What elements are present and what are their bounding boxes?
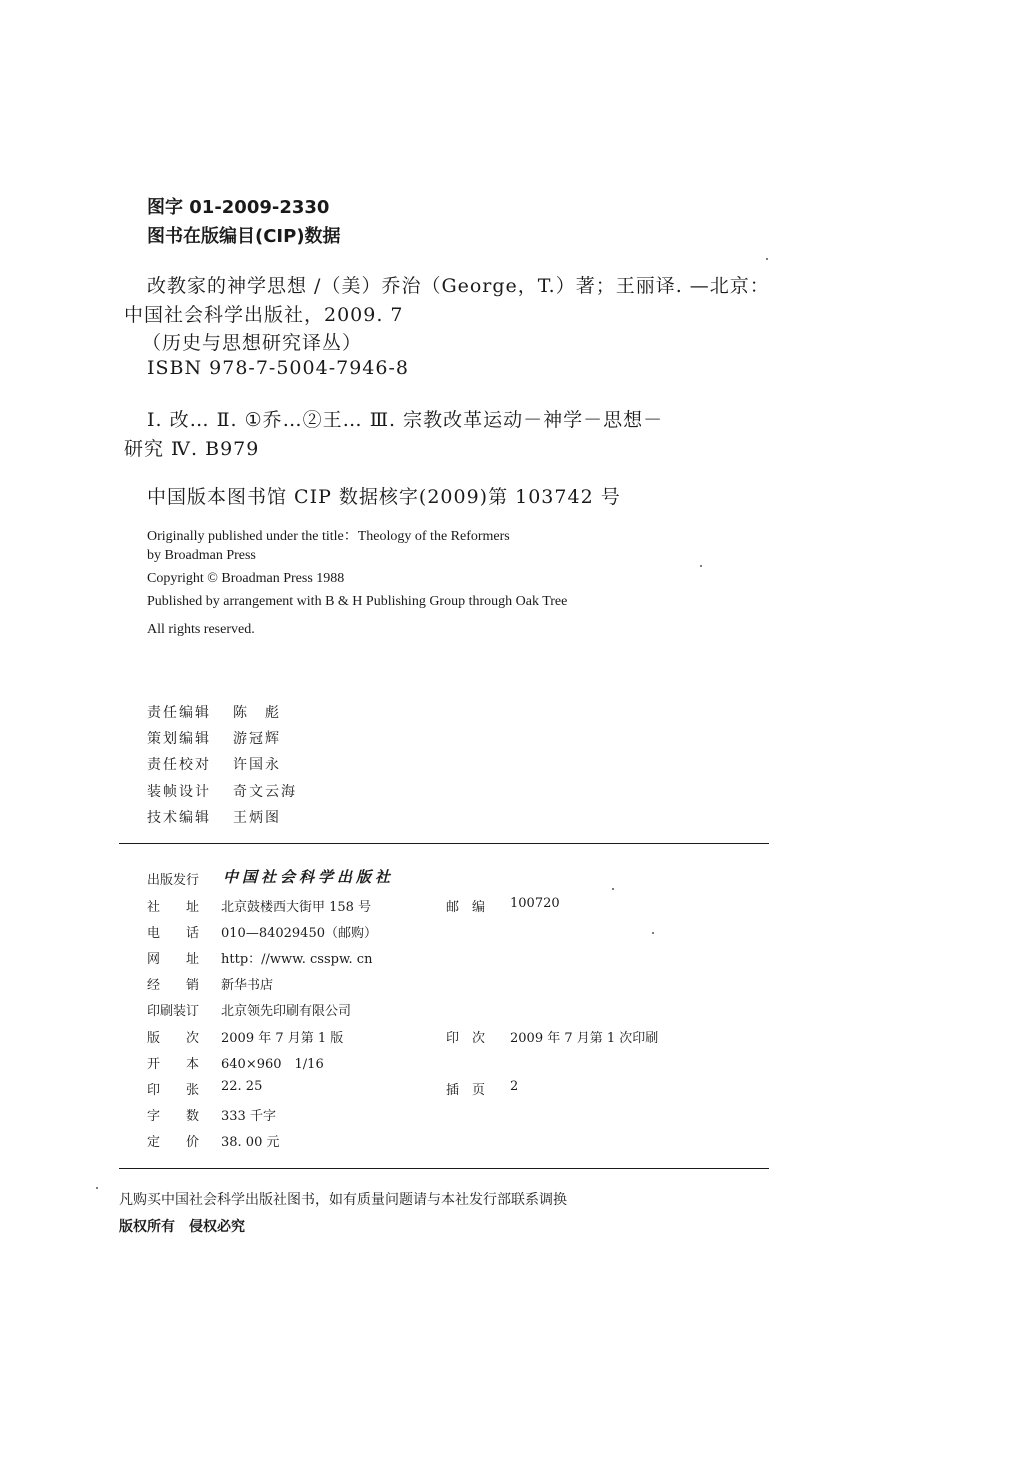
copyright-line: Copyright © Broadman Press 1988 bbox=[147, 571, 345, 586]
rights-notice: 版权所有 侵权必究 bbox=[119, 1219, 245, 1235]
staff-name: 游冠辉 bbox=[233, 731, 281, 747]
detail-key: 插 页 bbox=[446, 1083, 486, 1098]
staff-name: 陈 彪 bbox=[233, 705, 281, 721]
staff-role: 装帧设计 bbox=[147, 784, 211, 800]
detail-key: 印 次 bbox=[446, 1031, 486, 1046]
detail-key: 印刷装订 bbox=[147, 1004, 200, 1019]
detail-value: 010—84029450（邮购） bbox=[221, 926, 377, 941]
cip-series: （历史与思想研究译丛） bbox=[142, 332, 363, 354]
bottom-divider bbox=[119, 1168, 769, 1169]
cip-heading: 图书在版编目(CIP)数据 bbox=[147, 226, 341, 247]
scan-speck bbox=[652, 932, 654, 934]
detail-value: 333 千字 bbox=[221, 1109, 276, 1124]
cip-verification: 中国版本图书馆 CIP 数据核字(2009)第 103742 号 bbox=[147, 486, 621, 508]
original-title-line: Originally published under the title：Theology of the Reformers bbox=[147, 529, 510, 544]
cip-isbn: ISBN 978-7-5004-7946-8 bbox=[147, 357, 409, 379]
detail-key: 定 价 bbox=[147, 1135, 200, 1150]
staff-name: 奇文云海 bbox=[233, 784, 297, 800]
publisher-name: 中国社会科学出版社 bbox=[223, 868, 395, 886]
scan-speck bbox=[766, 258, 768, 260]
arrangement-line: Published by arrangement with B & H Publishing Group through Oak Tree bbox=[147, 594, 568, 609]
detail-key: 电 话 bbox=[147, 926, 200, 941]
staff-name: 王炳图 bbox=[233, 810, 281, 826]
detail-key: 社 址 bbox=[147, 900, 200, 915]
detail-value: 2009 年 7 月第 1 版 bbox=[221, 1031, 344, 1046]
staff-name: 许国永 bbox=[233, 757, 281, 773]
rights-reserved-line: All rights reserved. bbox=[147, 622, 255, 637]
scan-speck bbox=[96, 1187, 98, 1189]
detail-key: 印 张 bbox=[147, 1083, 200, 1098]
staff-role: 策划编辑 bbox=[147, 731, 211, 747]
cip-classification: 研究 Ⅳ. B979 bbox=[124, 438, 260, 460]
original-publisher-line: by Broadman Press bbox=[147, 548, 256, 563]
cip-line-1: 改教家的神学思想 /（美）乔治（George，T.）著；王丽译. —北京： bbox=[147, 275, 770, 297]
cip-line-2: 中国社会科学出版社，2009. 7 bbox=[124, 304, 404, 326]
cip-subject-line: Ⅰ. 改… Ⅱ. ①乔…②王… Ⅲ. 宗教改革运动－神学－思想－ bbox=[147, 409, 664, 431]
staff-role: 责任校对 bbox=[147, 757, 211, 773]
detail-value: 2009 年 7 月第 1 次印刷 bbox=[510, 1031, 659, 1046]
detail-value: 新华书店 bbox=[221, 978, 274, 993]
publisher-label: 出版发行 bbox=[147, 873, 200, 888]
detail-key: 字 数 bbox=[147, 1109, 200, 1124]
detail-key: 邮 编 bbox=[446, 900, 486, 915]
detail-key: 版 次 bbox=[147, 1031, 200, 1046]
scan-speck bbox=[612, 888, 614, 890]
scan-speck bbox=[700, 565, 702, 567]
detail-value: 北京领先印刷有限公司 bbox=[221, 1004, 352, 1019]
detail-key: 网 址 bbox=[147, 952, 200, 967]
detail-value: 北京鼓楼西大街甲 158 号 bbox=[221, 900, 372, 915]
top-divider bbox=[119, 843, 769, 844]
staff-role: 责任编辑 bbox=[147, 705, 211, 721]
quality-notice: 凡购买中国社会科学出版社图书，如有质量问题请与本社发行部联系调换 bbox=[119, 1192, 567, 1208]
detail-key: 开 本 bbox=[147, 1057, 200, 1072]
detail-key: 经 销 bbox=[147, 978, 200, 993]
detail-value: 2 bbox=[510, 1079, 519, 1094]
registration-number: 图字 01-2009-2330 bbox=[147, 197, 330, 218]
detail-value: 100720 bbox=[510, 896, 560, 911]
detail-value: http：//www. csspw. cn bbox=[221, 952, 373, 967]
staff-role: 技术编辑 bbox=[147, 810, 211, 826]
detail-value: 22. 25 bbox=[221, 1079, 263, 1094]
detail-value: 640×960 1/16 bbox=[221, 1057, 324, 1072]
detail-value: 38. 00 元 bbox=[221, 1135, 280, 1150]
